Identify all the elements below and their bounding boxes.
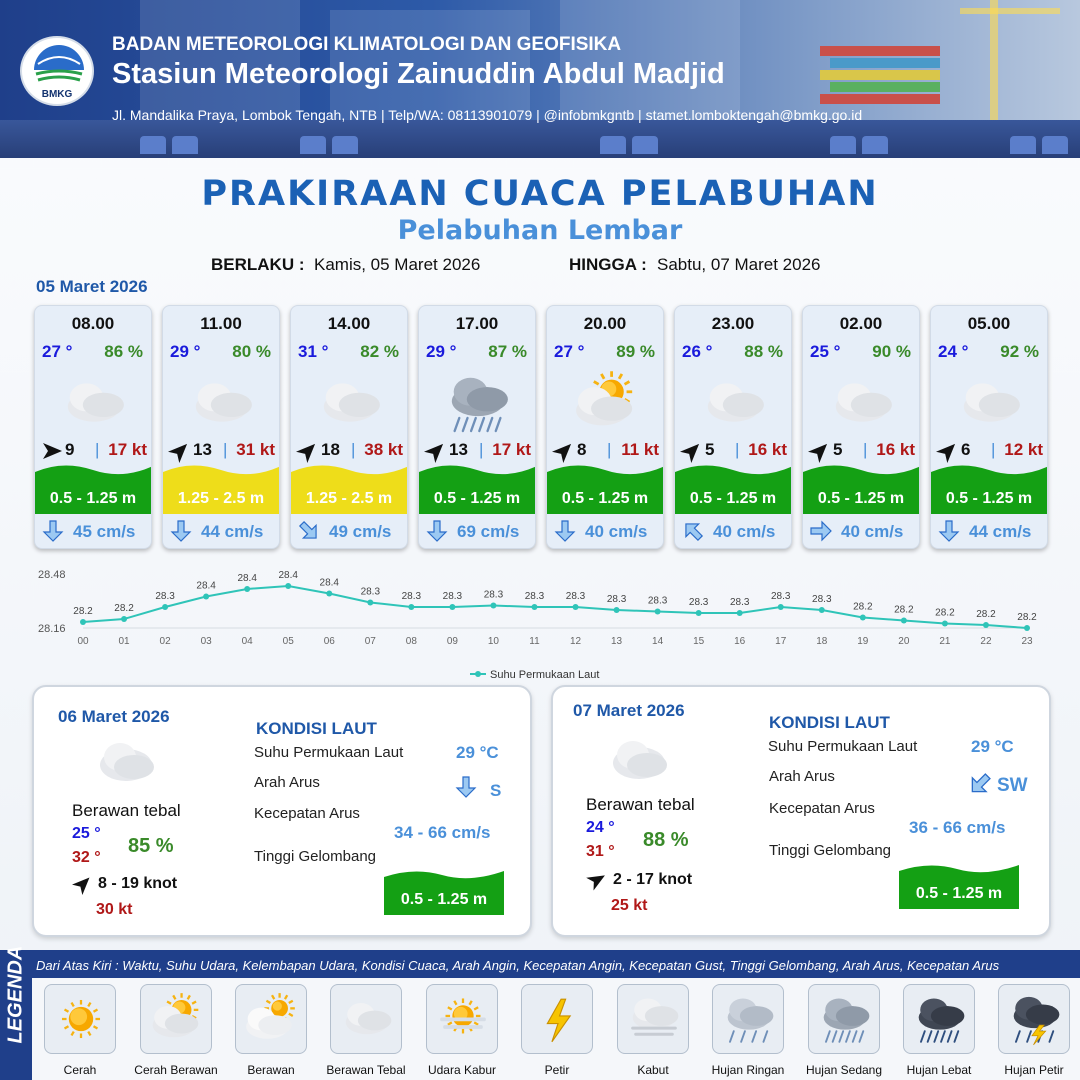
sst-data-point <box>983 622 989 628</box>
sst-data-label: 28.4 <box>237 573 257 584</box>
legend-item-label: Petir <box>544 1063 570 1077</box>
card-wave-height: 0.5 - 1.25 m <box>689 490 777 507</box>
forecast-card <box>34 305 152 549</box>
cerah-berawan-icon <box>142 989 212 1049</box>
forecast-card <box>802 305 920 549</box>
wind-direction-icon <box>936 439 960 463</box>
sst-data-point <box>285 583 291 589</box>
wind-direction-icon <box>168 439 192 463</box>
legend-item <box>330 984 402 1054</box>
current-direction-icon <box>681 519 705 543</box>
day3-date: 07 Maret 2026 <box>573 701 685 720</box>
card-wave-height: 0.5 - 1.25 m <box>561 490 649 507</box>
card-time: 17.00 <box>455 314 499 333</box>
day3-cur-spd: 36 - 66 cm/s <box>909 818 1006 837</box>
day3-temp-min: 24 ° <box>586 819 615 836</box>
forecast-card <box>930 305 1048 549</box>
legend-description: Dari Atas Kiri : Waktu, Suhu Udara, Kelembapan Udara, Kondisi Cuaca, Arah Angin, Kecepatan Angin, Kecepatan Gust, Tinggi Gelombang, Arah Arus, Kecepatan Arus <box>36 958 1000 973</box>
wind-direction-icon <box>808 439 832 463</box>
sst-data-label: 28.4 <box>319 577 339 589</box>
sst-data-point <box>942 621 948 627</box>
card-divider: | <box>95 440 100 459</box>
card-divider: | <box>223 440 228 459</box>
berawan-tebal-icon <box>947 368 1033 438</box>
card-divider: | <box>351 440 356 459</box>
forecast-card <box>674 305 792 549</box>
legend-item <box>808 984 880 1054</box>
legend-item <box>426 984 498 1054</box>
x-tick-label: 17 <box>775 636 787 647</box>
page-subtitle: Pelabuhan Lembar <box>397 215 683 246</box>
sst-data-label: 28.3 <box>606 594 627 605</box>
day3-wave: 0.5 - 1.25 m <box>915 885 1003 902</box>
legend-series-name: Suhu Permukaan Laut <box>490 669 600 681</box>
sst-data-point <box>121 616 127 622</box>
card-wind-speed: 5 <box>833 440 843 459</box>
sst-series-line <box>83 586 1027 628</box>
forecast-card <box>162 305 280 549</box>
day2-date: 06 Maret 2026 <box>58 707 170 726</box>
x-tick-label: 21 <box>939 636 951 647</box>
legend-item-label: Kabut <box>637 1063 669 1077</box>
day3-wave-label: Tinggi Gelombang <box>769 842 892 859</box>
day3-sea-title: KONDISI LAUT <box>769 713 890 732</box>
sst-data-label: 28.3 <box>729 597 750 608</box>
berawan-icon <box>237 989 307 1049</box>
legend-item <box>44 984 116 1054</box>
card-humidity: 86 % <box>104 342 143 361</box>
card-humidity: 92 % <box>1000 342 1039 361</box>
card-time: 11.00 <box>200 314 242 333</box>
x-tick-label: 01 <box>118 636 130 647</box>
udara-kabur-icon <box>428 989 498 1049</box>
sst-data-point <box>162 604 168 610</box>
berawan-tebal-icon <box>691 368 777 438</box>
sst-data-label: 28.3 <box>524 591 545 602</box>
card-gust: 17 kt <box>492 440 531 459</box>
sst-data-label: 28.2 <box>853 601 873 613</box>
sst-data-point <box>408 604 414 610</box>
legend-item-label: Berawan Tebal <box>326 1063 406 1077</box>
day2-gust: 30 kt <box>96 901 133 918</box>
sst-data-point <box>901 618 907 624</box>
card-current-speed: 44 cm/s <box>969 522 1032 541</box>
sst-data-point <box>490 603 496 609</box>
day2-temp-min: 25 ° <box>72 825 101 842</box>
forecast-card <box>546 305 664 549</box>
y-tick-label: 28.48 <box>38 569 66 581</box>
card-current-speed: 45 cm/s <box>73 522 136 541</box>
card-temperature: 26 ° <box>682 342 713 361</box>
sst-data-point <box>449 604 455 610</box>
logo-text: BMKG <box>41 89 73 100</box>
sst-data-point <box>531 604 537 610</box>
wind-direction-icon <box>680 439 704 463</box>
card-time: 05.00 <box>967 314 1011 333</box>
berawan-tebal-icon <box>307 368 393 438</box>
sst-data-label: 28.3 <box>647 595 668 607</box>
sst-data-point <box>860 615 866 621</box>
forecast-card <box>418 305 536 549</box>
card-divider: | <box>991 440 996 459</box>
hujan-petir-icon <box>1000 989 1070 1049</box>
day3-sst: 29 °C <box>971 737 1014 756</box>
sst-data-label: 28.3 <box>565 591 586 602</box>
sst-data-label: 28.4 <box>278 570 298 581</box>
x-tick-label: 00 <box>77 636 89 647</box>
day2-temp-max: 32 ° <box>72 849 101 866</box>
sst-data-point <box>614 607 620 613</box>
card-temperature: 29 ° <box>426 342 457 361</box>
sst-data-point <box>655 609 661 615</box>
sst-data-label: 28.2 <box>976 609 996 620</box>
sst-data-point <box>80 619 86 625</box>
x-tick-label: 15 <box>693 636 705 647</box>
x-tick-label: 16 <box>734 636 746 647</box>
card-current-speed: 49 cm/s <box>329 522 392 541</box>
sst-data-label: 28.3 <box>771 591 791 602</box>
sst-data-point <box>778 604 784 610</box>
day2-condition: Berawan tebal <box>72 801 181 820</box>
day2-sst-label: Suhu Permukaan Laut <box>254 744 404 761</box>
forecast-card <box>290 305 408 549</box>
sst-data-point <box>573 604 579 610</box>
x-tick-label: 06 <box>323 636 335 647</box>
current-direction-icon <box>41 519 65 543</box>
day3-condition: Berawan tebal <box>586 795 695 814</box>
sst-data-label: 28.2 <box>114 603 134 614</box>
card-divider: | <box>735 440 740 459</box>
card-gust: 12 kt <box>1004 440 1043 459</box>
sst-data-label: 28.3 <box>155 591 175 602</box>
cerah-icon <box>46 989 116 1049</box>
card-humidity: 80 % <box>232 342 271 361</box>
legend-item <box>617 984 689 1054</box>
card-current-speed: 69 cm/s <box>457 522 520 541</box>
station-name: Stasiun Meteorologi Zainuddin Abdul Madjid <box>112 58 725 90</box>
day3-humidity: 88 % <box>643 829 689 851</box>
day2-wave-label: Tinggi Gelombang <box>254 848 377 865</box>
card-temperature: 25 ° <box>810 342 841 361</box>
y-tick-label: 28.16 <box>38 623 66 635</box>
card-temperature: 27 ° <box>554 342 585 361</box>
card-temperature: 24 ° <box>938 342 969 361</box>
sst-data-point <box>326 591 332 597</box>
hujan-sedang-icon <box>810 989 880 1049</box>
kabut-icon <box>619 989 689 1049</box>
x-tick-label: 08 <box>405 636 417 647</box>
petir-icon <box>523 989 593 1049</box>
x-tick-label: 12 <box>569 636 582 647</box>
card-wind-speed: 13 <box>193 440 212 459</box>
agency-name: BADAN METEOROLOGI KLIMATOLOGI DAN GEOFISIKA <box>112 34 622 55</box>
x-tick-label: 09 <box>446 636 458 647</box>
card-humidity: 90 % <box>872 342 911 361</box>
card-wave-height: 0.5 - 1.25 m <box>433 490 521 507</box>
card-divider: | <box>479 440 484 459</box>
x-tick-label: 11 <box>529 636 540 647</box>
legend-item-label: Hujan Ringan <box>711 1063 785 1077</box>
card-current-speed: 40 cm/s <box>841 522 904 541</box>
x-tick-label: 03 <box>200 636 212 647</box>
sst-line-chart <box>30 560 1050 690</box>
day2-cur-dir-label: Arah Arus <box>254 774 320 791</box>
current-direction-icon <box>425 519 449 543</box>
day3-cur-dir: SW <box>997 775 1028 796</box>
day2-cur-spd: 34 - 66 cm/s <box>394 823 491 842</box>
wind-direction-icon <box>296 439 320 463</box>
berawan-tebal-icon <box>90 737 160 787</box>
valid-from-label: BERLAKU : <box>211 255 305 274</box>
wind-direction-icon <box>40 439 64 463</box>
valid-to-label: HINGGA : <box>569 255 647 274</box>
wind-direction-icon <box>552 439 576 463</box>
sst-data-point <box>819 607 825 613</box>
sst-data-label: 28.3 <box>401 591 422 602</box>
contact-info: Jl. Mandalika Praya, Lombok Tengah, NTB | Telp/WA: 08113901079 | @infobmkgntb | stamet.lomboktengah@bmkg.go.id <box>112 107 863 123</box>
card-current-speed: 40 cm/s <box>585 522 648 541</box>
current-direction-icon <box>169 519 193 543</box>
card-current-speed: 40 cm/s <box>713 522 776 541</box>
day2-cur-spd-label: Kecepatan Arus <box>254 805 360 822</box>
sst-data-label: 28.3 <box>688 597 709 608</box>
card-divider: | <box>607 440 612 459</box>
current-direction-icon <box>809 519 833 543</box>
card-temperature: 27 ° <box>42 342 73 361</box>
x-tick-label: 07 <box>364 636 376 647</box>
sst-data-label: 28.2 <box>894 604 914 616</box>
sst-data-label: 28.2 <box>1017 612 1037 623</box>
current-direction-icon <box>297 519 321 543</box>
sst-data-label: 28.3 <box>442 591 463 602</box>
berawan-tebal-icon <box>179 368 265 438</box>
sst-data-label: 28.4 <box>196 580 216 592</box>
sst-data-point <box>367 600 373 606</box>
sst-data-label: 28.3 <box>812 594 832 605</box>
legend-marker <box>475 671 481 677</box>
card-gust: 16 kt <box>748 440 787 459</box>
cerah-berawan-icon <box>563 368 649 438</box>
card-time: 08.00 <box>71 314 115 333</box>
wind-arrow-icon <box>586 869 608 891</box>
x-tick-label: 14 <box>652 636 664 647</box>
x-tick-label: 10 <box>487 636 499 647</box>
card-current-speed: 44 cm/s <box>201 522 264 541</box>
day2-sea-title: KONDISI LAUT <box>256 719 377 738</box>
card-humidity: 88 % <box>744 342 783 361</box>
day2-wave: 0.5 - 1.25 m <box>400 891 488 908</box>
card-humidity: 87 % <box>488 342 527 361</box>
day3-summary <box>551 685 1051 937</box>
card-gust: 31 kt <box>236 440 275 459</box>
x-tick-label: 02 <box>159 636 171 647</box>
day2-current-arrow-icon <box>454 775 478 799</box>
card-time: 20.00 <box>583 314 627 333</box>
card-wave-height: 1.25 - 2.5 m <box>177 490 265 507</box>
day3-current-arrow-icon <box>967 771 993 797</box>
legend-item <box>235 984 307 1054</box>
day2-humidity: 85 % <box>128 835 174 857</box>
card-wind-speed: 8 <box>577 440 587 459</box>
berawan-tebal-icon <box>819 368 905 438</box>
hujan-ringan-icon <box>714 989 784 1049</box>
card-temperature: 31 ° <box>298 342 329 361</box>
legend-item <box>998 984 1070 1054</box>
legend-item <box>712 984 784 1054</box>
sst-data-point <box>696 610 702 616</box>
card-gust: 16 kt <box>876 440 915 459</box>
day2-wind: 8 - 19 knot <box>98 875 178 892</box>
legend-item-label: Cerah Berawan <box>134 1063 218 1077</box>
card-time: 02.00 <box>839 314 883 333</box>
card-time: 23.00 <box>711 314 755 333</box>
card-temperature: 29 ° <box>170 342 201 361</box>
card-wave-height: 1.25 - 2.5 m <box>305 490 393 507</box>
day2-sst: 29 °C <box>456 743 499 762</box>
x-tick-label: 19 <box>857 636 869 647</box>
day3-temp-max: 31 ° <box>586 843 615 860</box>
hujan-lebat-icon <box>905 989 975 1049</box>
page-title: PRAKIRAAN CUACA PELABUHAN <box>201 174 879 214</box>
x-tick-label: 04 <box>241 636 253 647</box>
legend-item-label: Berawan <box>247 1063 295 1077</box>
card-humidity: 89 % <box>616 342 655 361</box>
x-tick-label: 18 <box>816 636 828 647</box>
card-divider: | <box>863 440 868 459</box>
x-tick-label: 13 <box>611 636 623 647</box>
current-direction-icon <box>937 519 961 543</box>
legend-item-label: Hujan Petir <box>1004 1063 1064 1077</box>
day3-wind: 2 - 17 knot <box>613 871 693 888</box>
card-wind-speed: 9 <box>65 440 75 459</box>
card-wind-speed: 18 <box>321 440 340 459</box>
day3-gust: 25 kt <box>611 897 648 914</box>
card-gust: 38 kt <box>364 440 403 459</box>
legend-item-label: Udara Kabur <box>427 1063 497 1077</box>
sst-data-point <box>203 594 209 600</box>
sst-data-label: 28.3 <box>483 589 504 601</box>
card-wave-height: 0.5 - 1.25 m <box>817 490 905 507</box>
valid-from-value: Kamis, 05 Maret 2026 <box>314 255 481 274</box>
legend-item-label: Hujan Sedang <box>805 1063 883 1077</box>
hujan-sedang-icon <box>435 368 521 438</box>
valid-to-value: Sabtu, 07 Maret 2026 <box>657 255 821 274</box>
card-time: 14.00 <box>327 314 371 333</box>
wind-arrow-icon <box>72 873 94 895</box>
x-tick-label: 20 <box>898 636 910 647</box>
card-wind-speed: 13 <box>449 440 468 459</box>
sst-data-point <box>244 586 250 592</box>
sst-data-point <box>737 610 743 616</box>
card-wave-height: 0.5 - 1.25 m <box>49 490 137 507</box>
sst-data-label: 28.3 <box>360 586 381 598</box>
x-tick-label: 22 <box>980 636 992 647</box>
legend-item <box>140 984 212 1054</box>
berawan-tebal-icon <box>603 735 673 785</box>
day3-sst-label: Suhu Permukaan Laut <box>768 738 918 755</box>
sst-data-label: 28.2 <box>73 606 93 617</box>
card-wind-speed: 5 <box>705 440 715 459</box>
day2-summary <box>32 685 532 937</box>
day2-cur-dir: S <box>490 781 502 800</box>
sst-data-label: 28.2 <box>935 607 955 619</box>
legend-item-label: Cerah <box>63 1063 97 1077</box>
day1-date: 05 Maret 2026 <box>36 277 148 296</box>
legend-side-label: LEGENDA <box>4 945 27 1044</box>
day3-cur-dir-label: Arah Arus <box>769 768 835 785</box>
legend-item <box>521 984 593 1054</box>
wind-direction-icon <box>424 439 448 463</box>
berawan-tebal-icon <box>51 368 137 438</box>
berawan-tebal-icon <box>332 989 402 1049</box>
card-wind-speed: 6 <box>961 440 971 459</box>
card-wave-height: 0.5 - 1.25 m <box>945 490 1033 507</box>
legend-item-label: Hujan Lebat <box>906 1063 972 1077</box>
card-humidity: 82 % <box>360 342 399 361</box>
legend-item <box>903 984 975 1054</box>
current-direction-icon <box>553 519 577 543</box>
card-gust: 17 kt <box>108 440 147 459</box>
sst-data-point <box>1024 625 1030 631</box>
x-tick-label: 23 <box>1021 636 1033 647</box>
day3-cur-spd-label: Kecepatan Arus <box>769 800 875 817</box>
card-gust: 11 kt <box>621 440 659 459</box>
x-tick-label: 05 <box>282 636 294 647</box>
